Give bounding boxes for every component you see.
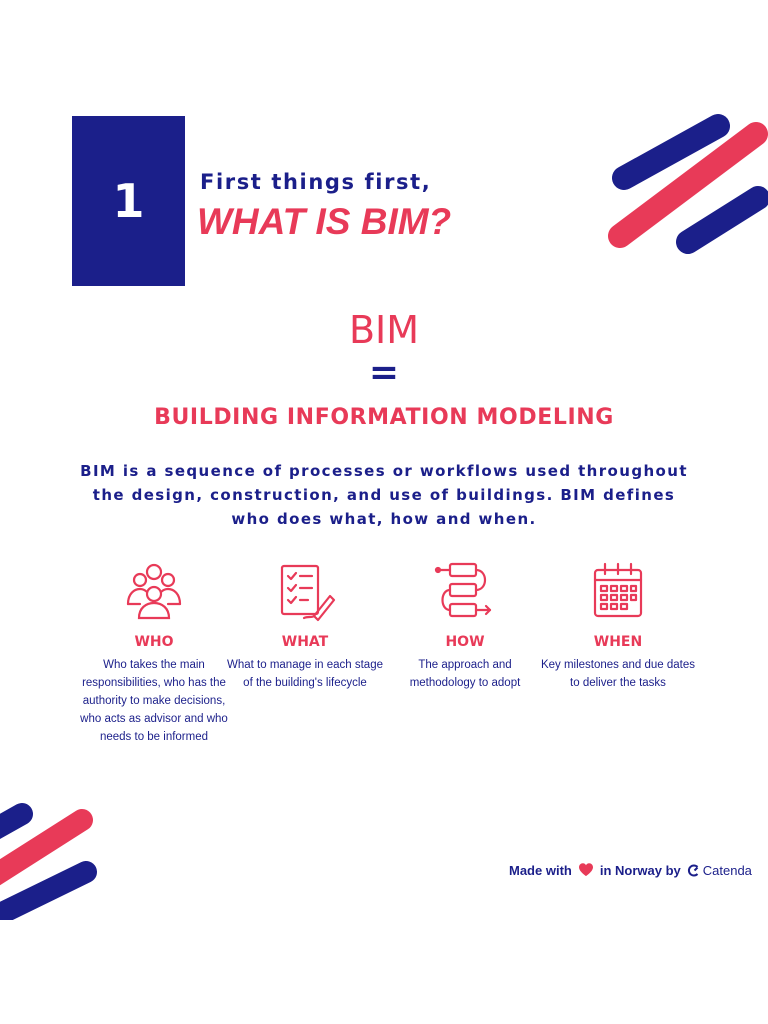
in-norway-text: in Norway by — [599, 862, 681, 878]
what-description: What to manage in each stage of the building's lifecycle — [227, 659, 383, 689]
when-column — [538, 560, 698, 692]
when-label: WHEN — [593, 634, 643, 650]
decorative-stripes-top-right — [590, 100, 768, 270]
heart-icon — [578, 862, 594, 878]
bim-expansion: BUILDING INFORMATION MODELING — [154, 405, 614, 430]
how-column — [385, 560, 545, 692]
what-label: WHAT — [281, 634, 329, 650]
who-description: Who takes the main responsibilities, who has the authority to make decisions, who acts as advisor and who needs to be informed — [80, 659, 228, 743]
section-number-box — [72, 116, 185, 286]
how-description: The approach and methodology to adopt — [409, 659, 521, 689]
page-title: WHAT IS BIM? — [197, 201, 452, 242]
people-group-icon — [122, 560, 186, 622]
catenda-brand-text: Catenda — [702, 862, 752, 878]
equals-sign: = — [368, 352, 400, 393]
who-label: WHO — [134, 634, 174, 650]
catenda-logo — [687, 863, 752, 878]
workflow-icon — [434, 560, 496, 622]
decorative-stripes-bottom-left — [0, 790, 120, 920]
who-column — [74, 560, 234, 746]
made-with-text: Made with — [509, 862, 572, 878]
what-column — [225, 560, 385, 692]
how-label: HOW — [445, 634, 485, 650]
calendar-icon — [587, 560, 649, 622]
footer-credit — [509, 862, 752, 878]
section-number: 1 — [112, 174, 145, 228]
checklist-icon — [274, 560, 336, 622]
bim-acronym: BIM — [348, 308, 420, 352]
eyebrow-text: First things first, — [200, 170, 432, 194]
when-description: Key milestones and due dates to deliver the tasks — [540, 659, 696, 689]
catenda-mark-icon — [687, 864, 700, 877]
bim-definition: BIM is a sequence of processes or workflows used throughout the design, construction, and use of buildings. BIM defines who does what, how and when. — [80, 462, 688, 528]
